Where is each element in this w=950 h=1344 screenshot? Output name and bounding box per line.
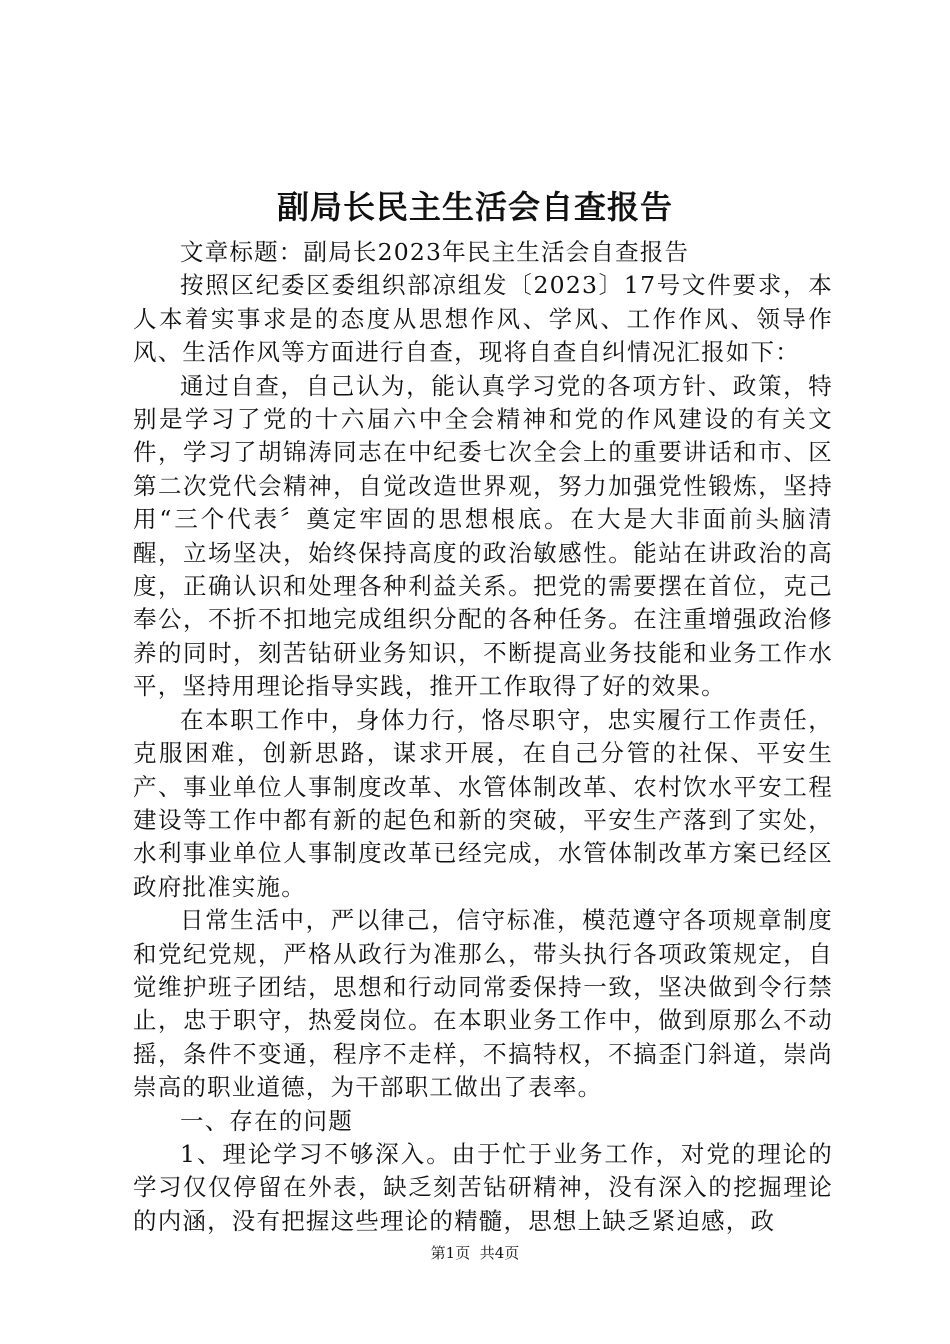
page-total: 共4页 (479, 1244, 520, 1262)
self-assessment-paragraph: 通过自查，自己认为，能认真学习党的各项方针、政策，特别是学习了党的十六届六中全会精神和党的作风建设的有关文件，学习了胡锦涛同志在中纪委七次全会上的重要讲话和市、区第二次党代会精神，自觉改造世界观，努力加强党性锻炼，坚持用“三个代表〞奠定牢固的思想根底。在大是大非面前头脑清醒，立场坚决，始终保持高度的政治敏感性。能站在讲政治的高度，正确认识和处理各种利益关系。把党的需要摆在首位，克己奉公，不折不扣地完成组织分配的各种任务。在注重增强政治修养的同时，刻苦钻研业务知识，不断提高业务技能和业务工作水平，坚持用理论指导实践，推开工作取得了好的效果。 (133, 371, 833, 701)
page-footer (0, 1242, 950, 1264)
document-body (133, 236, 833, 1238)
work-duties-paragraph: 在本职工作中，身体力行，恪尽职守，忠实履行工作责任，克服困难，创新思路，谋求开展，在自己分管的社保、平安生产、事业单位人事制度改革、水管体制改革、农村饮水平安工程建设等工作中都有新的起色和新的突破，平安生产落到了实处，水利事业单位人事制度改革已经完成，水管体制改革方案已经区政府批准实施。 (133, 705, 833, 901)
page-number: 第1页 (430, 1244, 471, 1262)
section-heading-problems: 一、存在的问题 (180, 1106, 353, 1135)
article-title-line: 文章标题：副局长2023年民主生活会自查报告 (180, 238, 690, 266)
document-title: 副局长民主生活会自查报告 (276, 188, 673, 226)
problem-item-1: 1、理论学习不够深入。由于忙于业务工作，对党的理论的学习仅仅停留在外表，缺乏刻苦钻研精神，没有深入的挖掘理论的内涵，没有把握这些理论的精髓，思想上缺乏紧迫感，政 (133, 1139, 833, 1235)
intro-paragraph: 按照区纪委区委组织部凉组发〔2023〕17号文件要求，本人本着实事求是的态度从思想作风、学风、工作作风、领导作风、生活作风等方面进行自查，现将自查自纠情况汇报如下： (133, 271, 833, 367)
daily-life-paragraph: 日常生活中，严以律己，信守标准，模范遵守各项规章制度和党纪党规，严格从政行为准那么，带头执行各项政策规定，自觉维护班子团结，思想和行动同常委保持一致，坚决做到令行禁止，忠于职守，热爱岗位。在本职业务工作中，做到原那么不动摇，条件不变通，程序不走样，不搞特权，不搞歪门斜道，崇尚崇高的职业道德，为干部职工做出了表率。 (133, 906, 833, 1102)
